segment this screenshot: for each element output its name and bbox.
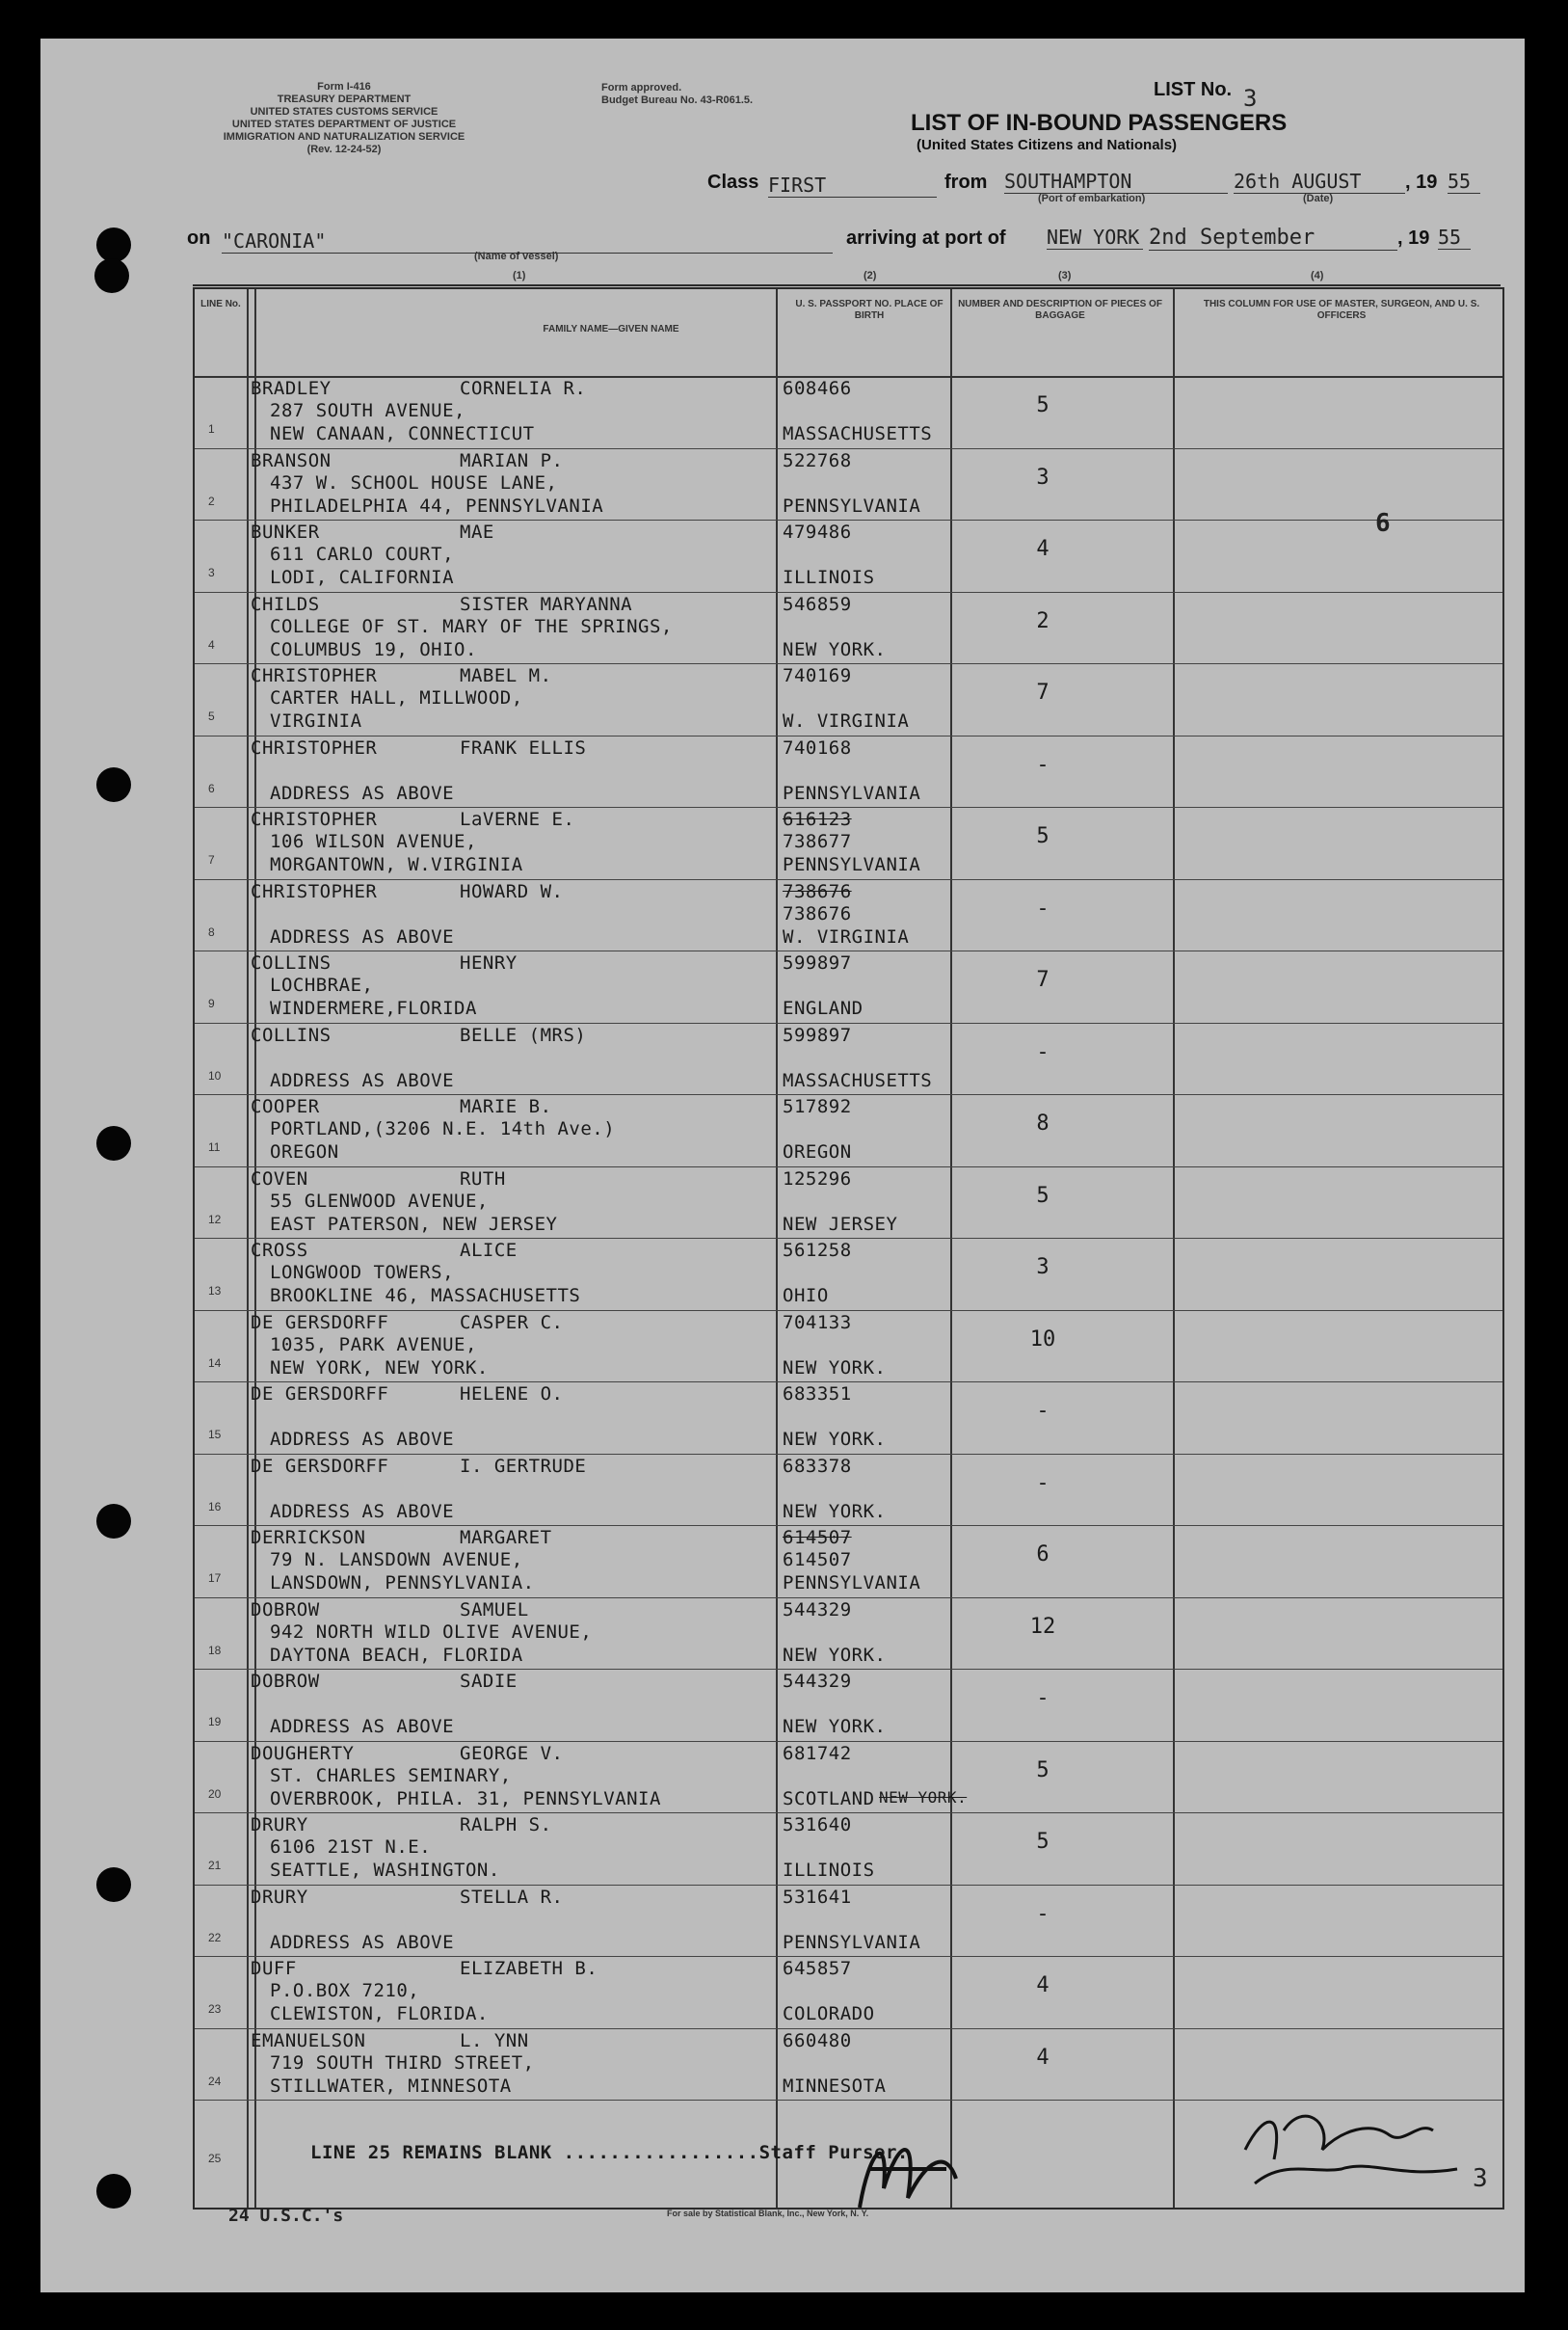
line-number: 2 (208, 494, 215, 508)
line-number: 8 (208, 924, 215, 939)
line-number: 18 (208, 1643, 222, 1657)
family-name: CHRISTOPHER (251, 809, 378, 830)
line-number: 22 (208, 1930, 222, 1944)
address-line-2: PHILADELPHIA 44, PENNSYLVANIA (270, 495, 604, 517)
line-number: 23 (208, 2002, 222, 2016)
baggage-count: 8 (1036, 1111, 1050, 1136)
line-number: 7 (208, 853, 215, 867)
justice-label: UNITED STATES DEPARTMENT OF JUSTICE (231, 119, 457, 130)
address-line-2: BROOKLINE 46, MASSACHUSETTS (270, 1285, 581, 1306)
passport-number: 683351 (783, 1383, 852, 1405)
place-of-birth: MASSACHUSETTS (783, 1069, 933, 1091)
family-name: DE GERSDORFF (251, 1311, 389, 1333)
place-of-birth: COLORADO (783, 2003, 875, 2024)
officer-signature (1226, 2092, 1476, 2198)
address-line-1: 437 W. SCHOOL HOUSE LANE, (270, 471, 558, 494)
table-header (195, 289, 1502, 378)
place-of-birth-struck: NEW YORK. (879, 1787, 968, 1807)
address-line-1: 287 SOUTH AVENUE, (270, 400, 465, 421)
baggage-count: 10 (1029, 1326, 1056, 1352)
baggage-count: 3 (1036, 1255, 1050, 1279)
customs-label: UNITED STATES CUSTOMS SERVICE (250, 106, 439, 118)
passport-number: 599897 (783, 952, 852, 974)
purser-signature (840, 2111, 975, 2227)
list-no-value: 3 (1243, 85, 1258, 112)
baggage-count: - (1036, 1686, 1050, 1710)
table-row (195, 1956, 1502, 2029)
address-line-2: ADDRESS AS ABOVE (270, 1429, 455, 1450)
baggage-count: - (1036, 1039, 1050, 1064)
place-of-birth: PENNSYLVANIA (783, 782, 921, 804)
table-row (195, 807, 1502, 880)
vessel-caption: (Name of vessel) (474, 251, 559, 262)
family-name: CHRISTOPHER (251, 665, 378, 686)
given-name: STELLA R. (460, 1886, 564, 1908)
passport-number: 738677 (783, 831, 852, 852)
approval-block (601, 82, 753, 107)
baggage-count: - (1036, 1399, 1050, 1423)
agency-block (175, 81, 513, 156)
date-caption: (Date) (1303, 193, 1334, 204)
line-number: 20 (208, 1786, 222, 1801)
vessel-name: "CARONIA" (222, 229, 833, 254)
line-number: 10 (208, 1068, 222, 1083)
table-row (195, 1669, 1502, 1742)
line-number: 21 (208, 1859, 222, 1872)
table-row (195, 1166, 1502, 1240)
family-name: BRANSON (251, 449, 332, 471)
table-row (195, 1023, 1502, 1096)
place-of-birth: NEW YORK. (783, 1500, 887, 1522)
passport-number: 645857 (783, 1958, 852, 1979)
address-line-2: NEW CANAAN, CONNECTICUT (270, 423, 535, 444)
address-line-2: DAYTONA BEACH, FLORIDA (270, 1644, 523, 1666)
given-name: GEORGE V. (460, 1742, 564, 1764)
passport-number: 546859 (783, 593, 852, 615)
address-line-2: ADDRESS AS ABOVE (270, 1716, 455, 1737)
table-row (195, 376, 1502, 449)
arriving-date: 2nd September (1149, 226, 1397, 251)
col-header-baggage: NUMBER AND DESCRIPTION OF PIECES OF BAGGAGE (958, 299, 1162, 321)
place-of-birth: ENGLAND (783, 998, 864, 1019)
table-row (195, 1741, 1502, 1814)
given-name: ALICE (460, 1240, 518, 1261)
top-rule (193, 284, 1501, 286)
address-line-2: OVERBROOK, PHILA. 31, PENNSYLVANIA (270, 1787, 661, 1809)
passport-number-struck: 738676 (783, 880, 852, 902)
given-name: RALPH S. (460, 1814, 552, 1835)
passport-number: 614507 (783, 1549, 852, 1570)
address-line-2: CLEWISTON, FLORIDA. (270, 2003, 489, 2024)
place-of-birth: MASSACHUSETTS (783, 423, 933, 444)
baggage-count: 3 (1036, 465, 1050, 490)
passport-number: 479486 (783, 522, 852, 543)
table-row (195, 520, 1502, 593)
arriving-year-prefix: , 19 (1397, 228, 1430, 249)
address-line-1: 1035, PARK AVENUE, (270, 1333, 477, 1355)
punch-hole (96, 1867, 131, 1902)
passenger-table (193, 287, 1504, 2209)
class-value: FIRST (768, 174, 937, 198)
baggage-count: 2 (1036, 608, 1050, 633)
address-line-1: CARTER HALL, MILLWOOD, (270, 687, 523, 709)
address-line-1: 942 NORTH WILD OLIVE AVENUE, (270, 1620, 593, 1643)
col-num-2: (2) (864, 270, 877, 281)
officer-note: 6 (1375, 509, 1391, 538)
passport-number: 740169 (783, 665, 852, 686)
line-number: 12 (208, 1212, 222, 1226)
family-name: DOUGHERTY (251, 1742, 355, 1764)
table-row (195, 1238, 1502, 1311)
address-line-1: PORTLAND,(3206 N.E. 14th Ave.) (270, 1118, 616, 1139)
baggage-count: 6 (1036, 1542, 1050, 1567)
page-mark: 3 (1473, 2164, 1488, 2193)
family-name: COVEN (251, 1167, 308, 1190)
address-line-2: EAST PATERSON, NEW JERSEY (270, 1213, 558, 1235)
line-number: 4 (208, 637, 215, 652)
line-number: 14 (208, 1355, 222, 1370)
passport-number: 125296 (783, 1167, 852, 1190)
form-page (40, 39, 1525, 2292)
arriving-year: 55 (1438, 226, 1471, 250)
usc-note: 24 U.S.C.'s (228, 2206, 344, 2226)
baggage-count: - (1036, 1470, 1050, 1495)
place-of-birth: W. VIRGINIA (783, 710, 910, 732)
punch-hole (96, 228, 131, 262)
baggage-count: 5 (1036, 1757, 1050, 1782)
table-row (195, 951, 1502, 1024)
line-number: 15 (208, 1428, 222, 1441)
punch-hole (96, 2174, 131, 2209)
from-value: SOUTHAMPTON (1004, 170, 1228, 194)
baggage-count: - (1036, 1901, 1050, 1926)
given-name: FRANK ELLIS (460, 736, 587, 759)
address-line-2: STILLWATER, MINNESOTA (270, 2075, 512, 2097)
form-approved: Form approved. (601, 82, 682, 94)
passport-number: 517892 (783, 1096, 852, 1117)
baggage-count: 7 (1036, 681, 1050, 705)
address-line-2: ADDRESS AS ABOVE (270, 782, 455, 804)
passport-number: 704133 (783, 1311, 852, 1333)
passport-number: 522768 (783, 449, 852, 471)
given-name: MARIE B. (460, 1096, 552, 1117)
col-num-4: (4) (1311, 270, 1324, 281)
passport-number: 544329 (783, 1598, 852, 1620)
place-of-birth: ILLINOIS (783, 1860, 875, 1881)
table-row (195, 879, 1502, 952)
address-line-1: LONGWOOD TOWERS, (270, 1262, 455, 1283)
given-name: MARGARET (460, 1527, 552, 1548)
place-of-birth: OHIO (783, 1285, 829, 1306)
baggage-count: 4 (1036, 2045, 1050, 2070)
address-line-2: MORGANTOWN, W.VIRGINIA (270, 854, 523, 875)
family-name: DRURY (251, 1886, 308, 1908)
given-name: I. GERTRUDE (460, 1455, 587, 1477)
family-name: DE GERSDORFF (251, 1383, 389, 1405)
family-name: DOBROW (251, 1671, 320, 1692)
table-row (195, 1381, 1502, 1455)
date-value: 26th AUGUST (1234, 170, 1405, 194)
given-name: SAMUEL (460, 1598, 529, 1620)
family-name: DUFF (251, 1958, 297, 1979)
address-line-2: ADDRESS AS ABOVE (270, 1069, 455, 1091)
line-number: 17 (208, 1571, 222, 1585)
family-name: EMANUELSON (251, 2029, 366, 2051)
col-header-line-no: LINE No. (200, 299, 241, 309)
table-row (195, 1525, 1502, 1598)
passport-number: 681742 (783, 1742, 852, 1764)
address-line-1: ST. CHARLES SEMINARY, (270, 1764, 512, 1786)
address-line-1: 719 SOUTH THIRD STREET, (270, 2051, 535, 2074)
place-of-birth: W. VIRGINIA (783, 925, 910, 948)
address-line-1: LOCHBRAE, (270, 975, 374, 996)
line-number: 24 (208, 2074, 222, 2088)
family-name: BUNKER (251, 522, 320, 543)
family-name: DRURY (251, 1814, 308, 1835)
family-name: COLLINS (251, 1024, 332, 1046)
passport-number: 561258 (783, 1240, 852, 1261)
given-name: ELIZABETH B. (460, 1958, 598, 1979)
punch-hole (96, 1504, 131, 1539)
given-name: CORNELIA R. (460, 378, 587, 399)
place-of-birth: NEW YORK. (783, 1429, 887, 1450)
family-name: BRADLEY (251, 378, 332, 399)
passport-number: 608466 (783, 378, 852, 399)
line-number: 16 (208, 1499, 222, 1513)
table-row (195, 736, 1502, 809)
place-of-birth: SCOTLAND (783, 1787, 875, 1809)
baggage-count: 5 (1036, 824, 1050, 848)
given-name: MABEL M. (460, 665, 552, 686)
address-line-1: 611 CARLO COURT, (270, 544, 455, 565)
given-name: SISTER MARYANNA (460, 593, 633, 615)
table-row (195, 1812, 1502, 1886)
table-row (195, 1597, 1502, 1671)
from-label: from (944, 172, 988, 193)
form-number: Form I-416 (317, 81, 371, 93)
budget-bureau-no: Budget Bureau No. 43-R061.5. (601, 94, 754, 106)
family-name: COLLINS (251, 952, 332, 974)
address-line-2: VIRGINIA (270, 710, 362, 732)
treasury-label: TREASURY DEPARTMENT (277, 94, 412, 105)
address-line-2: LODI, CALIFORNIA (270, 567, 455, 588)
given-name: MARIAN P. (460, 449, 564, 471)
passport-number: 660480 (783, 2029, 852, 2051)
address-line-1: 55 GLENWOOD AVENUE, (270, 1190, 489, 1212)
given-name: RUTH (460, 1167, 506, 1190)
address-line-2: OREGON (270, 1141, 339, 1163)
col-header-name: FAMILY NAME—GIVEN NAME (543, 324, 679, 335)
family-name: CHILDS (251, 593, 320, 615)
table-row (195, 448, 1502, 522)
passport-number-struck: 616123 (783, 809, 852, 830)
place-of-birth: PENNSYLVANIA (783, 1931, 921, 1953)
line-number: 19 (208, 1715, 222, 1728)
list-no-label: LIST No. (1154, 79, 1233, 100)
place-of-birth: MINNESOTA (783, 2075, 887, 2097)
col-header-officers: THIS COLUMN FOR USE OF MASTER, SURGEON, AND U. S. OFFICERS (1203, 299, 1480, 321)
arriving-port: NEW YORK (1047, 226, 1143, 250)
given-name: SADIE (460, 1671, 518, 1692)
passport-number: 544329 (783, 1671, 852, 1692)
family-name: CHRISTOPHER (251, 736, 378, 759)
table-row (195, 1094, 1502, 1167)
printer-note: For sale by Statistical Blank, Inc., New York, N. Y. (667, 2209, 869, 2218)
family-name: CHRISTOPHER (251, 880, 378, 902)
address-line-1: 6106 21ST N.E. (270, 1836, 432, 1858)
table-row (195, 592, 1502, 665)
place-of-birth: NEW YORK. (783, 1644, 887, 1666)
passport-number-struck: 614507 (783, 1527, 852, 1548)
line-number: 11 (208, 1140, 221, 1154)
place-of-birth: NEW YORK. (783, 638, 887, 660)
family-name: COOPER (251, 1096, 320, 1117)
given-name: HENRY (460, 952, 518, 974)
address-line-2: SEATTLE, WASHINGTON. (270, 1860, 500, 1881)
address-line-1: COLLEGE OF ST. MARY OF THE SPRINGS, (270, 615, 673, 637)
family-name: DE GERSDORFF (251, 1455, 389, 1477)
address-line-2: COLUMBUS 19, OHIO. (270, 638, 477, 660)
address-line-1: P.O.BOX 7210, (270, 1980, 420, 2001)
baggage-count: 5 (1036, 1183, 1050, 1208)
given-name: HOWARD W. (460, 880, 564, 902)
place-of-birth: NEW JERSEY (783, 1213, 898, 1235)
place-of-birth: OREGON (783, 1141, 852, 1163)
place-of-birth: NEW YORK. (783, 1716, 887, 1737)
baggage-count: 5 (1036, 393, 1050, 417)
punch-hole (96, 767, 131, 802)
given-name: L. YNN (460, 2029, 529, 2051)
table-row (195, 2028, 1502, 2102)
address-line-2: ADDRESS AS ABOVE (270, 925, 455, 948)
line-number: 5 (208, 710, 215, 723)
form-title: LIST OF IN-BOUND PASSENGERS (911, 110, 1288, 136)
given-name: MAE (460, 522, 494, 543)
address-line-2: ADDRESS AS ABOVE (270, 1500, 455, 1522)
place-of-birth: PENNSYLVANIA (783, 495, 921, 517)
address-line-2: ADDRESS AS ABOVE (270, 1931, 455, 1953)
baggage-count: 5 (1036, 1830, 1050, 1854)
given-name: CASPER C. (460, 1311, 564, 1333)
address-line-2: NEW YORK, NEW YORK. (270, 1356, 489, 1379)
line-number: 3 (208, 566, 215, 579)
punch-hole (94, 258, 129, 293)
line-number: 9 (208, 997, 215, 1010)
punch-hole (96, 1126, 131, 1161)
place-of-birth: PENNSYLVANIA (783, 1572, 921, 1594)
family-name: CROSS (251, 1240, 308, 1261)
arriving-label: arriving at port of (846, 228, 1006, 249)
address-line-2: LANSDOWN, PENNSYLVANIA. (270, 1572, 535, 1594)
address-line-1: 79 N. LANSDOWN AVENUE, (270, 1549, 523, 1570)
line-number: 6 (208, 781, 215, 795)
place-of-birth: NEW YORK. (783, 1356, 887, 1379)
from-caption: (Port of embarkation) (1038, 193, 1146, 204)
passport-number: 531641 (783, 1886, 852, 1908)
family-name: DOBROW (251, 1598, 320, 1620)
col-num-1: (1) (513, 270, 526, 281)
year-value: 55 (1448, 170, 1480, 194)
year-prefix: , 19 (1405, 172, 1438, 193)
table-row (195, 1454, 1502, 1527)
address-line-1: 106 WILSON AVENUE, (270, 831, 477, 852)
passport-number: 599897 (783, 1024, 852, 1046)
table-row (195, 663, 1502, 736)
address-line-2: WINDERMERE,FLORIDA (270, 998, 477, 1019)
baggage-count: - (1036, 896, 1050, 921)
col-num-3: (3) (1058, 270, 1072, 281)
passport-number: 738676 (783, 902, 852, 924)
revision-label: (Rev. 12-24-52) (306, 144, 382, 155)
col-header-passport: U. S. PASSPORT NO. PLACE OF BIRTH (795, 299, 943, 321)
table-row (195, 1310, 1502, 1383)
family-name: DERRICKSON (251, 1527, 366, 1548)
line-number: 25 (208, 2152, 222, 2165)
passport-number: 740168 (783, 736, 852, 759)
line-number: 1 (208, 422, 215, 436)
line-25-note: LINE 25 REMAINS BLANK .................Staff Purser. (310, 2142, 909, 2163)
table-row (195, 1885, 1502, 1958)
passport-number: 683378 (783, 1455, 852, 1477)
class-label: Class (707, 172, 759, 193)
baggage-count: 12 (1029, 1614, 1056, 1639)
form-subtitle: (United States Citizens and Nationals) (917, 137, 1178, 153)
place-of-birth: PENNSYLVANIA (783, 854, 921, 875)
baggage-count: 4 (1036, 1973, 1050, 1997)
ins-label: IMMIGRATION AND NATURALIZATION SERVICE (223, 131, 465, 143)
line-number: 13 (208, 1284, 222, 1298)
baggage-count: 4 (1036, 537, 1050, 561)
given-name: LaVERNE E. (460, 809, 575, 830)
passport-number: 531640 (783, 1814, 852, 1835)
given-name: HELENE O. (460, 1383, 564, 1405)
baggage-count: - (1036, 752, 1050, 777)
baggage-count: 7 (1036, 968, 1050, 992)
on-label: on (187, 228, 211, 249)
given-name: BELLE (MRS) (460, 1024, 587, 1046)
place-of-birth: ILLINOIS (783, 567, 875, 588)
